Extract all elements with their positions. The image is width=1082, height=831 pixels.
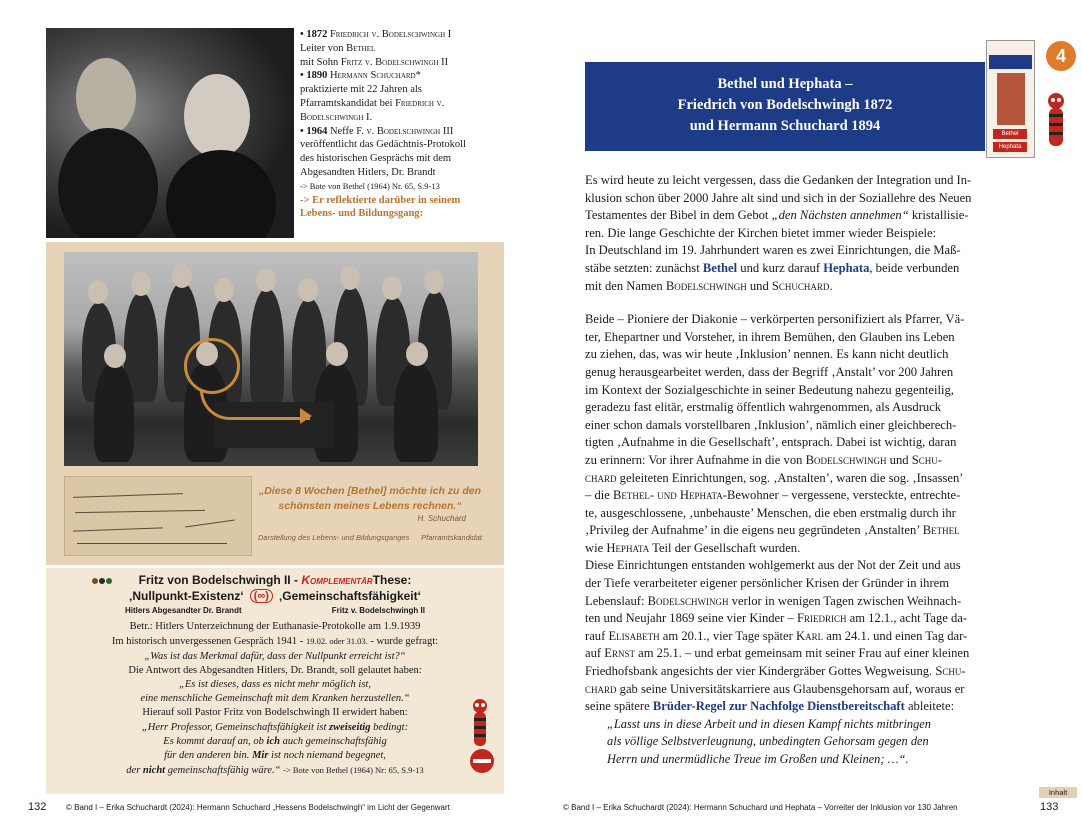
komplementaer-title: Fritz von Bodelschwingh II - KomplementärThese:	[138, 573, 412, 587]
chapter-title-banner	[585, 62, 985, 151]
banner-line-2: Friedrich von Bodelschwingh 1872	[677, 97, 893, 113]
photo-source-caption: Darstellung des Lebens- und Bildungsganges Pfarramtskandidat	[258, 533, 482, 542]
footer-right: © Band I – Erika Schuchardt (2024): Hermann Schuchard und Hephata – Vorreiter der Inklusion vor 130 Jahren	[563, 803, 958, 812]
quote-line-1: „Diese 8 Wochen [Bethel] möchte ich zu den	[258, 485, 482, 497]
main-body-text: Es wird heute zu leicht vergessen, dass die Gedanken der Integration und In- klusion schon über 2000 Jahre alt sind und sich in der Soziallehre des Neuen Testamentes der Bibel in dem Gebot „den Nächsten annehmen“ kristallisie- ren. Die lange Geschichte der Kirchen bietet immer wieder Beispiele: In Deutschland im 19. Jahrhundert waren es zwei Einrichtungen, die Maß- stäbe setzten: zunächst Bethel und kurz darauf Hephata, beide verbunden mit den Namen Bodelschwingh und Schuchard. Beide – Pioniere der Diakonie – verkörperten personifiziert als Pfarrer, Vä- ter, Ehepartner und Vorsteher, in ihrem Bemühen, den Glauben ins Leben zu ziehen, das, was wir heute ‚Inklusion’ nennen. Es kann nicht deutlich genug herausgearbeitet werden, dass der Begriff ‚Anstalt’ vor 200 Jahren im Kontext der Sozialgeschichte in seiner Bedeutung nahezu gegenteilig, geradezu fast elitär, erstmalig öffentlich wahrgenommen, als Ausdruck einer schon damals vorstellbaren ‚Inklusion’, nämlich einer gleichberech- tigten ‚Aufnahme in die Gesellschaft’, entsprach. Dabei ist wichtig, daran zu erinnern: Vor ihrer Aufnahme in die von Bodelschwingh und Schu- chard geleiteten Einrichtungen, sog. ‚Anstalten’, waren die sog. ‚Insassen’ – die Bethel- und Hephata-Bewohner – vergessene, versteckte, entrechte- te, ausgeschlossene, ‚unbehauste’ Menschen, die eben erstmalig durch ihr ‚Privileg der Aufnahme’ in die eigens neu gegründeten ‚Anstalten’ Bethel wie Hephata Teil der Gesellschaft wurden. Diese Einrichtungen entstanden wohlgemerkt aus der Not der Zeit und aus der Tiefe verarbeiteter eigener persönlicher Krisen der Gründer in ihrem Lebenslauf: Bodelschwingh verlor in wenigen Tagen zwischen Weihnach- ten und Neujahr 1869 seine vier Kinder – Friedrich am 12.1., acht Tage da- rauf Elisabeth am 20.1., vier Tage später Karl am 24.1. und einen Tag dar- auf Ernst am 25.1. – und erbat gemeinsam mit seiner Frau auf einer kleinen Friedhofsbank angesichts der vier Kindergräber Gottes Wegweisung. Schu- chard gab seine Universitätskarriere aus Glaubensgehorsam auf, woraus er seine spätere Brüder-Regel zur Nachfolge Dienstbereitschaft ableitete: „Lasst uns in diese Arbeit und in diesen Kampf nichts mitbringen als völlige Selbstverleugnung, unbedingten Gehorsam gegen den Herrn und unermüdliche Treue im Großen und Kleinen; …“.	[585, 173, 972, 766]
quote-line-2: schönsten meines Lebens rechnen.“	[278, 500, 462, 512]
worm-mascot-icon	[466, 698, 494, 753]
group-photo-bethel	[64, 252, 478, 466]
page-number-right: 133	[1040, 801, 1059, 813]
portrait-photo-bodelschwingh	[46, 28, 294, 238]
chapter-thumbnail-image: Bethel Hephata	[986, 40, 1035, 158]
komplementaer-text: Fritz von Bodelschwingh II - KomplementärThese: ‚Nullpunkt-Existenz‘ (∞) ‚Gemeinschaftsfähigkeit‘ Hitlers Abgesandter Dr. Brandt Fritz v. Bodelschwingh II Betr.: Hitlers Unterzeichnung der Euthanasie-Protokolle am 1.9.1939 Im historisch unvergessenen Gespräch 1941 - 19.02. oder 31.03. - wurde gefragt: „Was ist das Merkmal dafür, dass der Nullpunkt erreicht ist?“ Die Antwort des Abgesandten Hitlers, Dr. Brandt, soll gelautet haben: „Es ist dieses, dass es nicht mehr möglich ist, eine menschliche Gemeinschaft mit dem Kranken herzustellen.“ Hierauf soll Pastor Fritz von Bodelschwingh II erwidert haben: „Herr Professor, Gemeinschaftsfähigkeit ist zweiseitig bedingt: Es kommt darauf an, ob ich auch gemeinschaftsfähig für den anderen bin. Mir ist noch niemand begegnet, der nicht gemeinschaftsfähig wäre.“ -> Bote von Bethel (1964) Nr: 65, S.9-13	[50, 572, 500, 778]
footer-left: © Band I – Erika Schuchardt (2024): Hermann Schuchard „Hessens Bodelschwingh“ im Licht der Gegenwart	[66, 803, 450, 812]
speaker-labels: Hitlers Abgesandter Dr. Brandt Fritz v. Bodelschwingh II	[125, 606, 425, 615]
banner-line-3: und Hermann Schuchard 1894	[689, 118, 881, 134]
quote-caption	[258, 484, 482, 523]
no-entry-icon	[470, 749, 494, 773]
worm-mascot-icon-right	[1041, 92, 1071, 153]
info-text-column: • 1872 Friedrich v. Bodelschwingh I Leiter von Bethel mit Sohn Fritz v. Bodelschwingh II • 1890 Hermann Schuchard* praktizierte mit 22 Jahren als Pfarramtskandidat bei Friedrich v. Bodelschwingh I. • 1964 Neffe F. v. Bodelschwingh III veröffentlicht das Gedächtnis-Protokoll des historischen Gesprächs mit dem Abgesandten Hitlers, Dr. Brandt -> Bote von Bethel (1964) Nr. 65, S.9-13 -> Er reflektierte darüber in seinem Lebens- und Bildungsgang:	[300, 29, 467, 220]
quote-author: H. Schuchard	[417, 514, 466, 523]
highlight-arrow	[200, 390, 310, 420]
banner-line-1: Bethel und Hephata –	[717, 76, 853, 92]
right-page	[541, 0, 1082, 831]
infinity-icon: (∞)	[250, 589, 273, 603]
handwritten-document-image	[64, 476, 252, 556]
komplementaer-subtitle: ‚Nullpunkt-Existenz‘ (∞) ‚Gemeinschaftsfähigkeit‘	[129, 589, 421, 603]
highlight-circle	[184, 338, 240, 394]
table-of-contents-link[interactable]: Inhalt	[1039, 787, 1077, 798]
page-number-left: 132	[28, 801, 47, 813]
arrow-head-icon	[300, 408, 312, 424]
chapter-number-badge: 4	[1046, 41, 1076, 71]
